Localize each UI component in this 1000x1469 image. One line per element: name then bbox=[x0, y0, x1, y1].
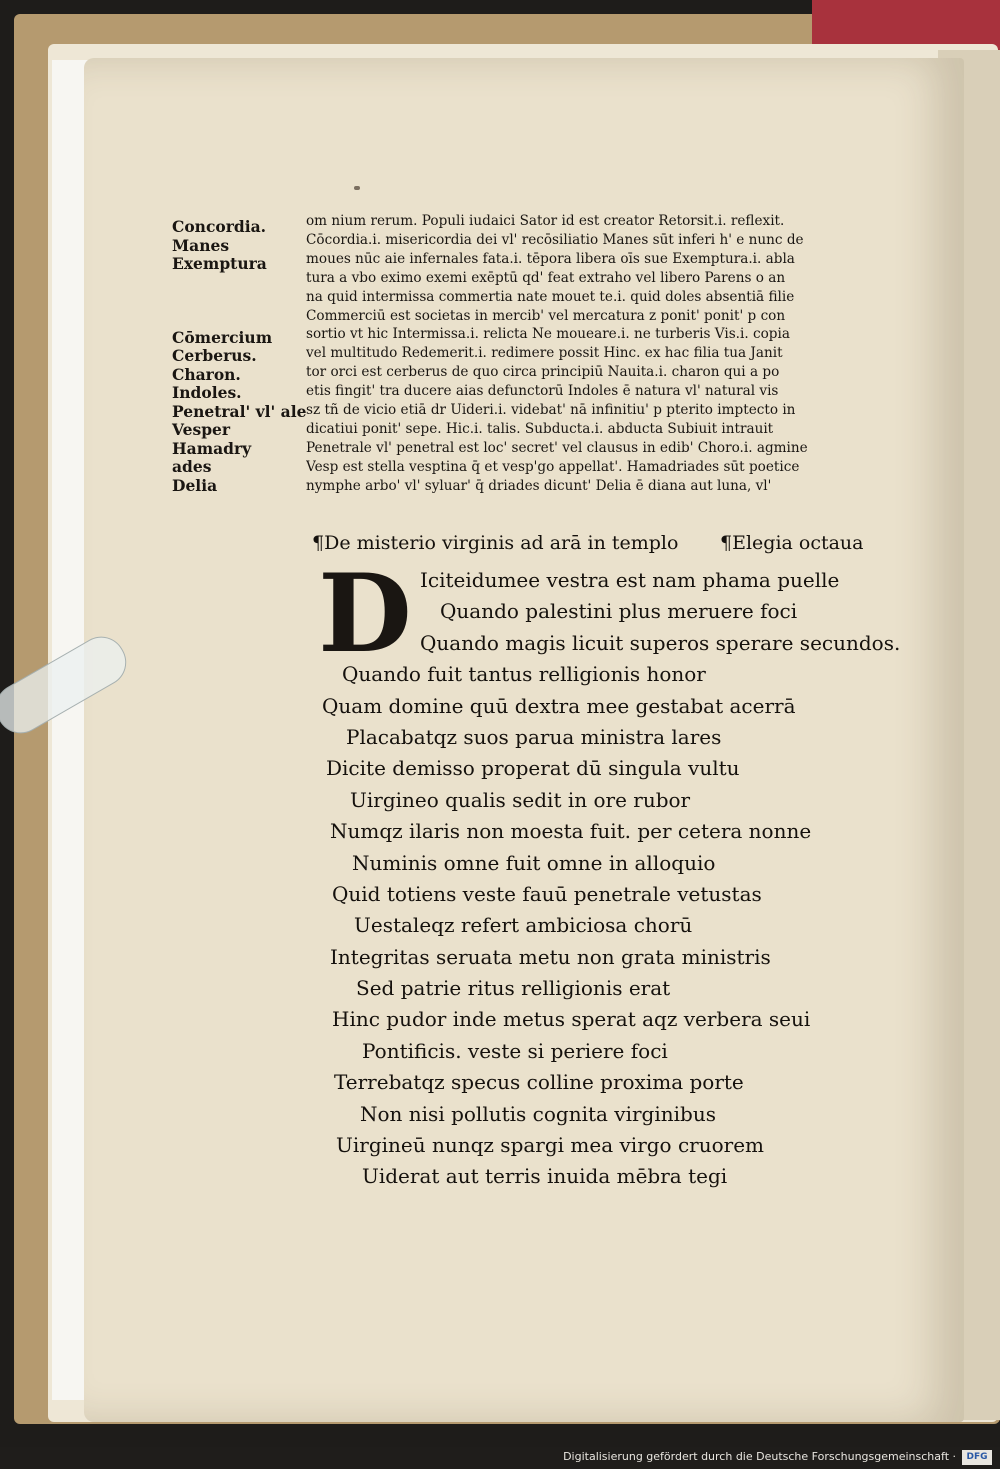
poem-line: Pontificis. veste si periere foci bbox=[362, 1038, 668, 1063]
commentary-line: sz tñ de vicio etiā dr Uideri.i. videbat' nā infinitiu' p pterito imptecto in bbox=[306, 402, 796, 419]
poem-line: Numqz ilaris non moesta fuit. per cetera nonne bbox=[330, 819, 812, 844]
marginal-gloss: Exemptura bbox=[172, 254, 267, 273]
marginal-gloss: Penetral' vl' ale bbox=[172, 401, 307, 421]
commentary-line: Cōcordia.i. misericordia dei vl' recōsiliatio Manes sūt inferi h' e nunc de bbox=[306, 231, 804, 248]
footer-bar bbox=[0, 1447, 1000, 1469]
commentary-line: om nium rerum. Populi iudaici Sator id est creator Retorsit.i. reflexit. bbox=[306, 213, 785, 229]
poem-line: Terrebatqz specus colline proxima porte bbox=[334, 1070, 744, 1095]
marginal-gloss: Cerberus. bbox=[172, 346, 257, 365]
commentary-line: tor orci est cerberus de quo circa principiū Nauita.i. charon qui a po bbox=[306, 364, 780, 381]
dfg-logo: DFG bbox=[962, 1450, 992, 1465]
commentary-line: Commerciū est societas in mercib' vel mercatura z ponit' ponit' p con bbox=[306, 307, 786, 324]
poem-line: Iciteidumee vestra est nam phama puelle bbox=[420, 568, 840, 592]
marginal-gap bbox=[172, 274, 302, 329]
marginal-gloss: Delia bbox=[172, 475, 218, 495]
commentary-line: nymphe arbo' vl' syluar' q̄ driades dicunt' Delia ē diana aut luna, vl' bbox=[306, 477, 772, 494]
marginal-gloss: Manes bbox=[172, 235, 230, 255]
commentary-block bbox=[306, 212, 906, 496]
commentary-line: vel multitudo Redemerit.i. redimere possit Hinc. ex hac filia tua Janit bbox=[306, 345, 783, 362]
marginal-gloss: Cōmercium bbox=[172, 327, 273, 347]
poem-line: Integritas seruata metu non grata ministris bbox=[330, 944, 771, 969]
poem-line: Quam domine quū dextra mee gestabat acerrā bbox=[322, 693, 796, 718]
poem-text bbox=[0, 551, 1000, 1193]
poem-line: Quando palestini plus meruere foci bbox=[440, 599, 798, 624]
poem-line: Non nisi pollutis cognita virginibus bbox=[360, 1101, 716, 1126]
poem-line: Numinis omne fuit omne in alloquio bbox=[352, 850, 716, 875]
poem-line: Dicite demisso properat dū singula vultu bbox=[326, 756, 740, 781]
commentary-line: moues nūc aie infernales fata.i. tēpora libera oīs sue Exemptura.i. abla bbox=[306, 250, 795, 267]
commentary-line: sortio vt hic Intermissa.i. relicta Ne moueare.i. ne turberis Vis.i. copia bbox=[306, 326, 790, 343]
poem-line: Hinc pudor inde metus sperat aqz verbera seui bbox=[332, 1007, 811, 1032]
marginal-gloss: Hamadry bbox=[172, 438, 252, 458]
marginal-gloss: ades bbox=[172, 457, 212, 476]
marginal-gloss: Charon. bbox=[172, 364, 241, 384]
funding-notice: Digitalisierung gefördert durch die Deutsche Forschungsgemeinschaft · bbox=[563, 1450, 956, 1463]
poem-line: Uiderat aut terris inuida mēbra tegi bbox=[362, 1164, 728, 1189]
commentary-line: na quid intermissa commertia nate mouet te.i. quid doles absentiā filie bbox=[306, 288, 795, 305]
commentary-line: tura a vbo eximo exemi exēptū qd' feat extraho vel libero Parens o an bbox=[306, 269, 786, 286]
heading-elegy-number: ¶Elegia octaua bbox=[720, 532, 864, 554]
marginal-gloss: Vesper bbox=[172, 420, 231, 439]
marginal-gloss: Concordia. bbox=[172, 217, 267, 236]
heading-title: ¶De misterio virginis ad arā in templo bbox=[312, 532, 679, 554]
commentary-line: dicatiui ponit' sepe. Hic.i. talis. Subducta.i. abducta Subiuit intrauit bbox=[306, 420, 774, 437]
marginal-gloss: Indoles. bbox=[172, 383, 242, 402]
commentary-line: etis fingit' tra ducere aias defunctorū Indoles ē natura vl' natural vis bbox=[306, 383, 779, 400]
poem-line: Quando magis licuit superos sperare secundos. bbox=[420, 630, 901, 655]
poem-line: Sed patrie ritus relligionis erat bbox=[356, 976, 671, 1001]
poem-line: Quando fuit tantus relligionis honor bbox=[342, 662, 706, 687]
decorated-initial: D bbox=[318, 551, 412, 677]
poem-line: Placabatqz suos parua ministra lares bbox=[346, 724, 722, 749]
poem-line: Uirgineū nunqz spargi mea virgo cruorem bbox=[336, 1133, 764, 1158]
poem-line: Quid totiens veste fauū penetrale vetustas bbox=[332, 881, 762, 906]
marginal-glosses bbox=[172, 217, 307, 495]
commentary-line: Vesp est stella vesptina q̄ et vesp'go appellat'. Hamadriades sūt poetice bbox=[306, 458, 800, 475]
ink-speck bbox=[354, 186, 360, 190]
poem-line: Uestaleqz refert ambiciosa chorū bbox=[354, 913, 693, 938]
commentary-line: Penetrale vl' penetral est loc' secret' vel clausus in edib' Choro.i. agmine bbox=[306, 439, 808, 456]
poem-line: Uirgineo qualis sedit in ore rubor bbox=[350, 787, 691, 812]
